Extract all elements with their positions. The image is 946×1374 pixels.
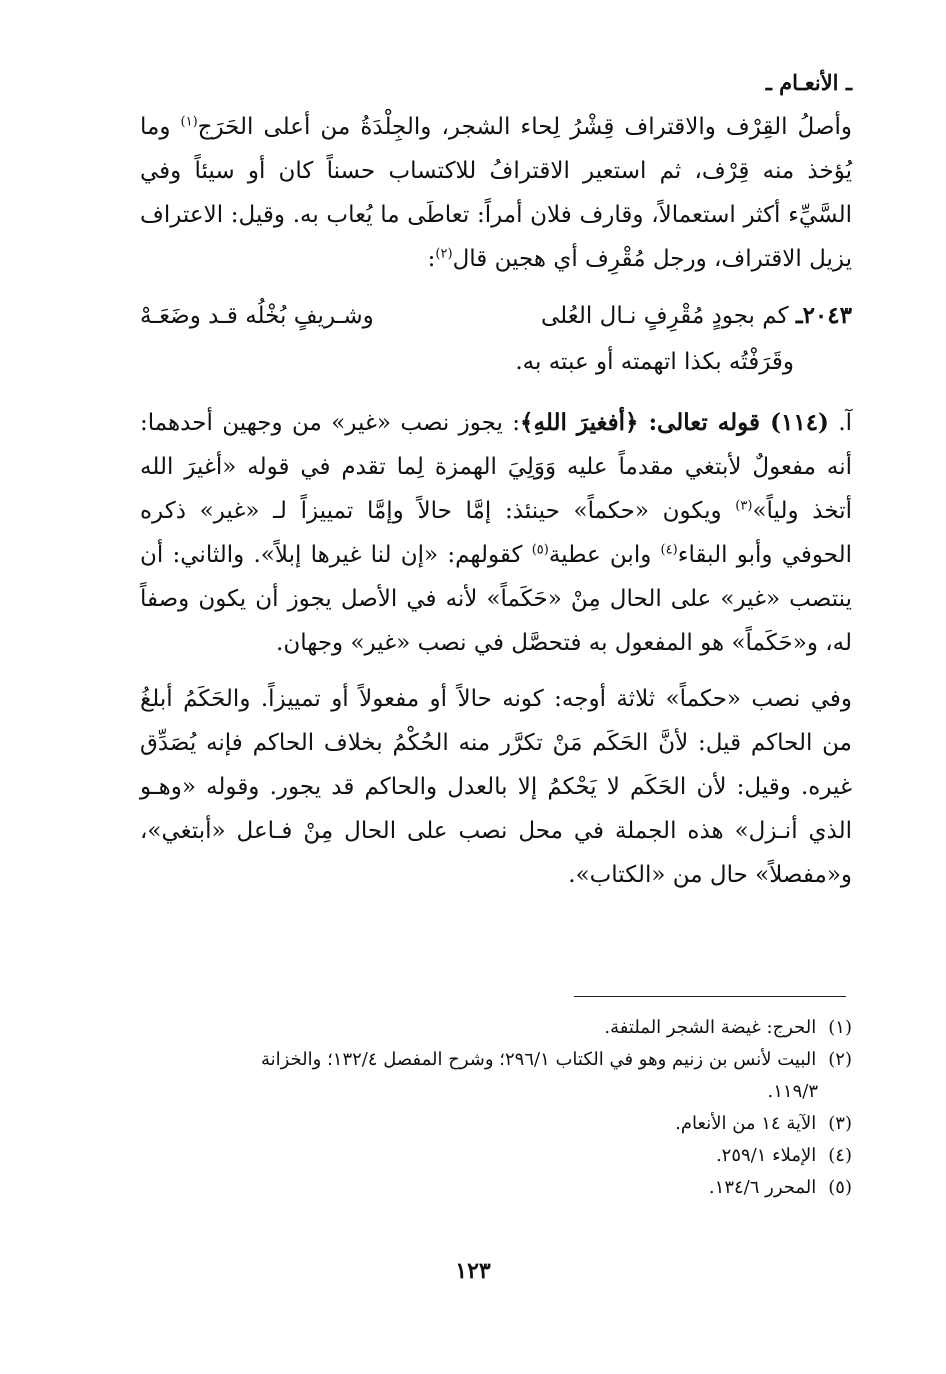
footnote-number: (٥) bbox=[828, 1177, 852, 1198]
footnote-text: المحرر ١٣٤/٦. bbox=[708, 1177, 817, 1198]
footnote-4 bbox=[140, 1140, 852, 1172]
footnote-number: (١) bbox=[828, 1017, 852, 1038]
verse-hemistich-1: كم بجودٍ مُقْرِفٍ نـال العُلى bbox=[541, 303, 789, 329]
p1-line-2: وما يُؤخذ منه قِرْف، ثم استعير الاقترافُ للاكتساب حسناً كان أو سيئاً وفي bbox=[140, 114, 852, 184]
p3-line-1: وفي نصب «حكماً» ثلاثة أوجه: كونه حالاً أو مفعولاً أو تمييزاً. والحَكَمُ bbox=[183, 686, 852, 712]
footnote-ref-5[interactable]: (٥) bbox=[531, 542, 549, 558]
footnote-number: (٤) bbox=[828, 1145, 852, 1166]
footnotes bbox=[140, 1012, 852, 1204]
paragraph-3 bbox=[140, 677, 852, 897]
p3-line-2: أبلغُ من الحاكم قيل: لأنَّ الحَكَم مَنْ تكرَّر منه الحُكْمُ بخلاف الحاكم فإنه bbox=[140, 686, 853, 756]
footnote-separator bbox=[574, 996, 846, 997]
p1-tail: : bbox=[427, 246, 436, 272]
page-number: ١٢٣ bbox=[455, 1258, 491, 1284]
footnote-text: الإملاء ٢٥٩/١. bbox=[715, 1145, 817, 1166]
p2-line-5: ينتصب «غير» على الحال مِنْ «حَكَماً» لأنه في الأصل يجوز أن يكون وصفاً bbox=[140, 586, 852, 612]
p1-line-3: السَّيِّء أكثر استعمالاً، وقارف فلان أمراً: تعاطَى ما يُعاب به. وقيل: bbox=[230, 202, 852, 228]
p2-line-4b: وابن عطية bbox=[548, 542, 661, 568]
p3-line-5: «أبتغي»، و«مفصلاً» حال من «الكتاب». bbox=[140, 818, 852, 888]
p1-line-4: الاعتراف يزيل الاقتراف، ورجل مُقْرِف أي هجين قال bbox=[140, 202, 852, 272]
footnote-text: الحرج: غيضة الشجر الملتفة. bbox=[604, 1017, 817, 1038]
p2-line-6: له، و«حَكَماً» هو المفعول به فتحصَّل في نصب «غير» وجهان. bbox=[276, 630, 852, 656]
footnote-number: (٣) bbox=[828, 1113, 852, 1134]
verse-hemistich-2: وشـريفٍ بُخْلُه قـد وضَعَـهْ bbox=[140, 303, 374, 329]
p2-line-2: أحدهما: أنه مفعولٌ لأبتغي مقدماً عليه وَوَلِيَ الهمزة لِما تقدم في قوله «أغيرَ bbox=[140, 410, 853, 480]
verse-number: ٢٠٤٣ـ bbox=[795, 302, 852, 329]
footnote-text: الآية ١٤ من الأنعام. bbox=[675, 1113, 817, 1134]
verse-line bbox=[140, 293, 852, 339]
paragraph-1 bbox=[140, 105, 852, 281]
ayah-reference: (١١٤) قوله تعالى: ﴿أفغيرَ اللهِ﴾ bbox=[520, 409, 829, 436]
footnote-ref-3[interactable]: (٣) bbox=[735, 498, 753, 514]
p2-line-4c: كقولهم: «إن لنا غيرها إبلاً». والثاني: أن bbox=[140, 542, 532, 568]
running-head: ـ الأنعـام ـ bbox=[765, 70, 852, 95]
footnote-text: البيت لأنس بن زنيم وهو في الكتاب ٢٩٦/١؛ وشرح المفصل ١٣٢/٤؛ والخزانة bbox=[260, 1049, 817, 1070]
footnote-ref-4[interactable]: (٤) bbox=[660, 542, 678, 558]
p1-line-1: وأصلُ القِرْف والاقتراف قِشْرُ لِحاء الشجر، والجِلْدَةُ من أعلى الحَرَج bbox=[197, 114, 852, 140]
section-marker: آ. bbox=[838, 410, 853, 436]
footnote-2-continued: ١١٩/٣. bbox=[767, 1081, 818, 1102]
p3-line-4: «وهـو الذي أنـزل» هذه الجملة في محل نصب على الحال مِنْ فـاعل bbox=[140, 774, 852, 844]
footnote-number: (٢) bbox=[828, 1049, 852, 1070]
footnote-ref-1[interactable]: (١) bbox=[180, 114, 198, 130]
paragraph-2 bbox=[140, 401, 852, 665]
footnote-5 bbox=[140, 1172, 852, 1204]
p3-line-3: يُصَدِّق غيره. وقيل: لأن الحَكَم لا يَحْكمُ إلا بالعدل والحاكم قد يجور. وقوله bbox=[140, 730, 852, 800]
p2-line-3a: الله أتخذ ولياً» bbox=[140, 454, 852, 524]
verse-gloss: وقَرَفْتُه بكذا اتهمته أو عبته به. bbox=[515, 349, 794, 375]
p2-line-1: : يجوز نصب «غير» من وجهين bbox=[222, 410, 521, 436]
p2-line-3b: ويكون «حكماً» حينئذ: إمَّا حالاً وإمَّا تمييزاً لـ «غير» ذكره bbox=[140, 498, 736, 524]
p2-line-4a: الحوفي وأبو البقاء bbox=[677, 542, 852, 568]
footnote-2 bbox=[140, 1044, 852, 1076]
verse-first-half bbox=[541, 293, 852, 339]
footnote-ref-2[interactable]: (٢) bbox=[435, 246, 453, 262]
footnote-3 bbox=[140, 1108, 852, 1140]
footnote-1 bbox=[140, 1012, 852, 1044]
